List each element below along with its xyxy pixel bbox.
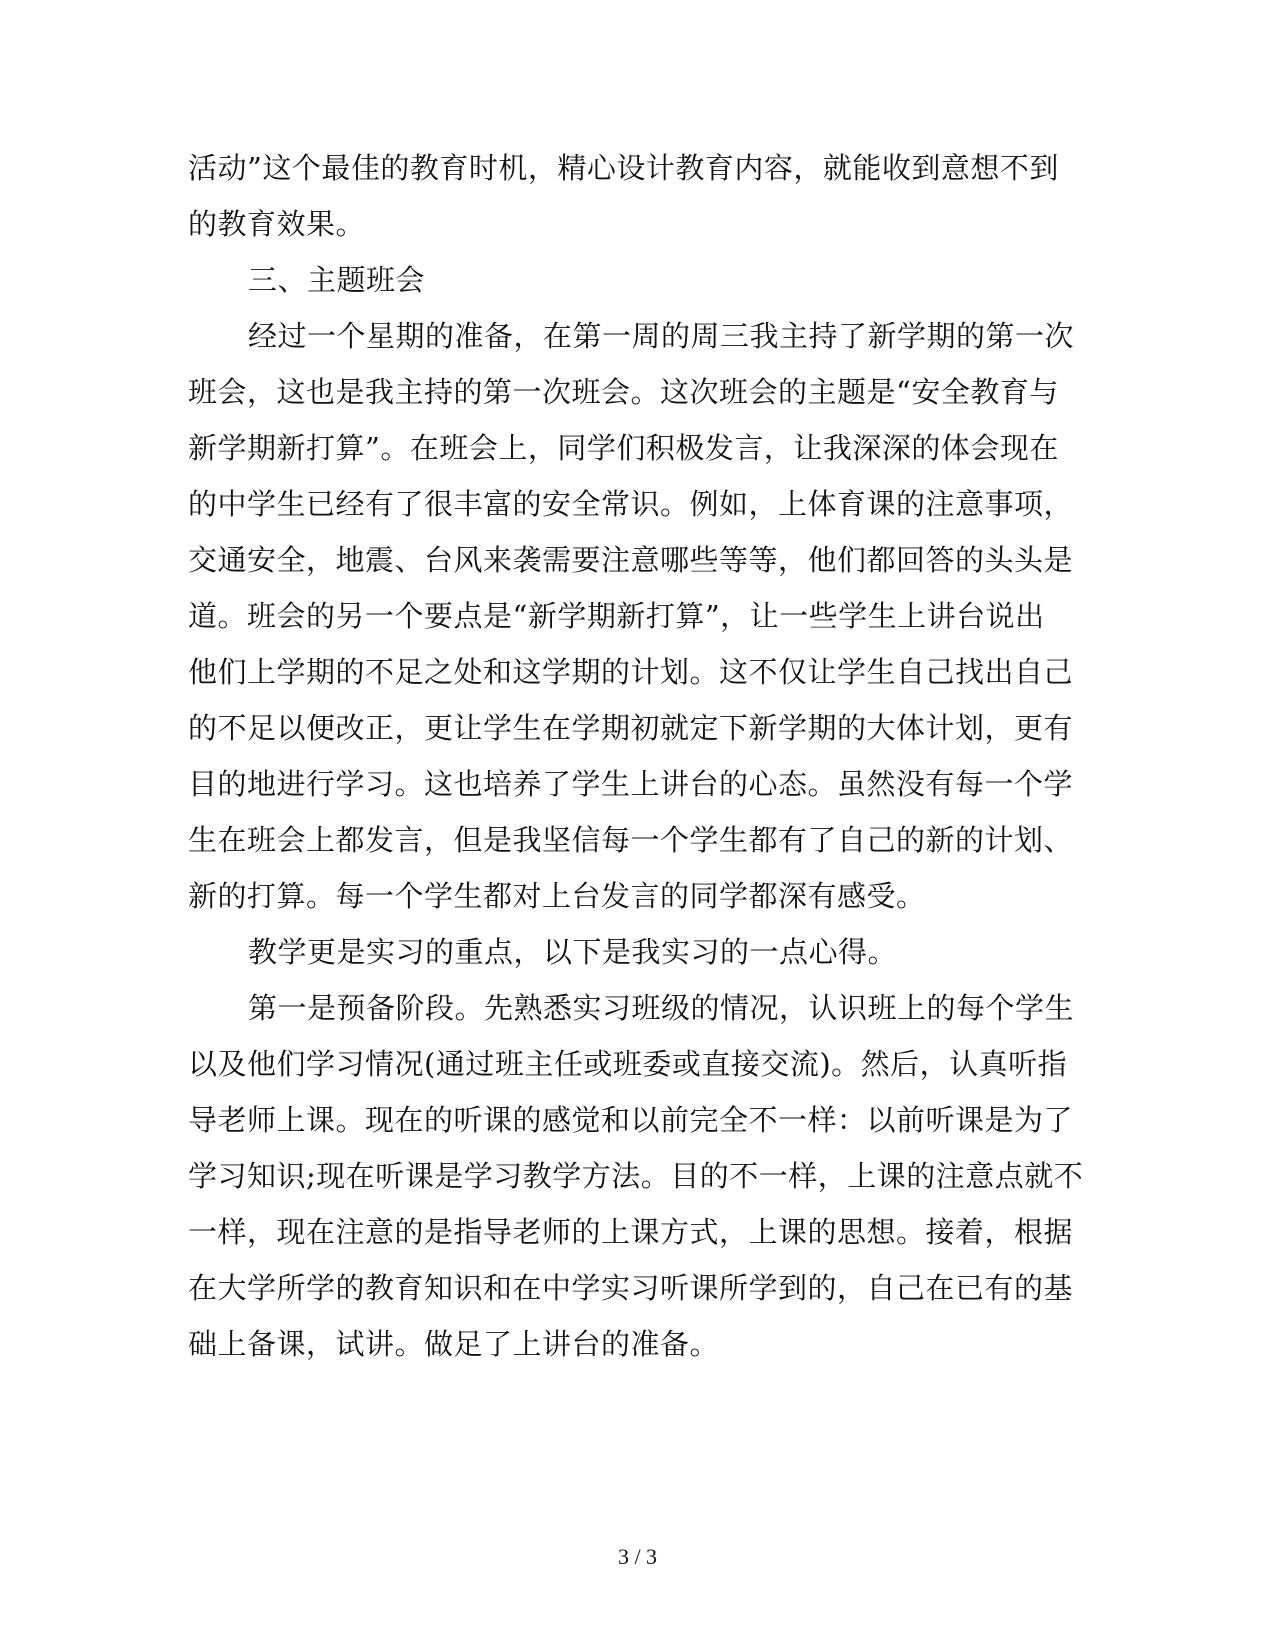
text-line: 交通安全，地震、台风来袭需要注意哪些等等，他们都回答的头头是 xyxy=(188,543,1074,577)
text-line: 经过一个星期的准备，在第一周的周三我主持了新学期的第一次 xyxy=(248,319,1075,353)
text-line: 学习知识;现在听课是学习教学方法。目的不一样，上课的注意点就不 xyxy=(188,1159,1084,1193)
paragraph-preparation-stage xyxy=(188,980,1084,1372)
text-line: 以及他们学习情况(通过班主任或班委或直接交流)。然后，认真听指 xyxy=(188,1047,1068,1081)
text-line: 目的地进行学习。这也培养了学生上讲台的心态。虽然没有每一个学 xyxy=(188,767,1074,801)
text-line: 三、主题班会 xyxy=(248,263,426,297)
text-line: 新的打算。每一个学生都对上台发言的同学都深有感受。 xyxy=(188,879,926,913)
text-line: 班会，这也是我主持的第一次班会。这次班会的主题是“安全教育与 xyxy=(188,375,1059,409)
text-line: 活动”这个最佳的教育时机，精心设计教育内容，就能收到意想不到 xyxy=(188,151,1059,185)
document-body xyxy=(188,140,1084,1372)
text-line: 他们上学期的不足之处和这学期的计划。这不仅让学生自己找出自己 xyxy=(188,655,1074,689)
text-line: 础上备课，试讲。做足了上讲台的准备。 xyxy=(188,1327,720,1361)
page-number: 3 / 3 xyxy=(617,1544,658,1569)
text-line: 的中学生已经有了很丰富的安全常识。例如，上体育课的注意事项， xyxy=(188,487,1074,521)
text-line: 在大学所学的教育知识和在中学实习听课所学到的，自己在已有的基 xyxy=(188,1271,1074,1305)
section-heading-theme-class-meeting xyxy=(188,252,1068,308)
text-line: 第一是预备阶段。先熟悉实习班级的情况，认识班上的每个学生 xyxy=(248,991,1075,1025)
text-line: 导老师上课。现在的听课的感觉和以前完全不一样：以前听课是为了 xyxy=(188,1103,1074,1137)
text-line: 的不足以便改正，更让学生在学期初就定下新学期的大体计划，更有 xyxy=(188,711,1074,745)
text-line: 的教育效果。 xyxy=(188,207,366,241)
paragraph-teaching-intro xyxy=(188,924,1068,980)
paragraph-class-meeting xyxy=(188,308,1075,924)
text-line: 新学期新打算”。在班会上，同学们积极发言，让我深深的体会现在 xyxy=(188,431,1059,465)
text-line: 生在班会上都发言，但是我坚信每一个学生都有了自己的新的计划、 xyxy=(188,823,1074,857)
text-line: 一样，现在注意的是指导老师的上课方式，上课的思想。接着，根据 xyxy=(188,1215,1074,1249)
paragraph-activity-effect xyxy=(188,140,1068,252)
text-line: 教学更是实习的重点，以下是我实习的一点心得。 xyxy=(248,935,898,969)
text-line: 道。班会的另一个要点是“新学期新打算”，让一些学生上讲台说出 xyxy=(188,599,1045,633)
